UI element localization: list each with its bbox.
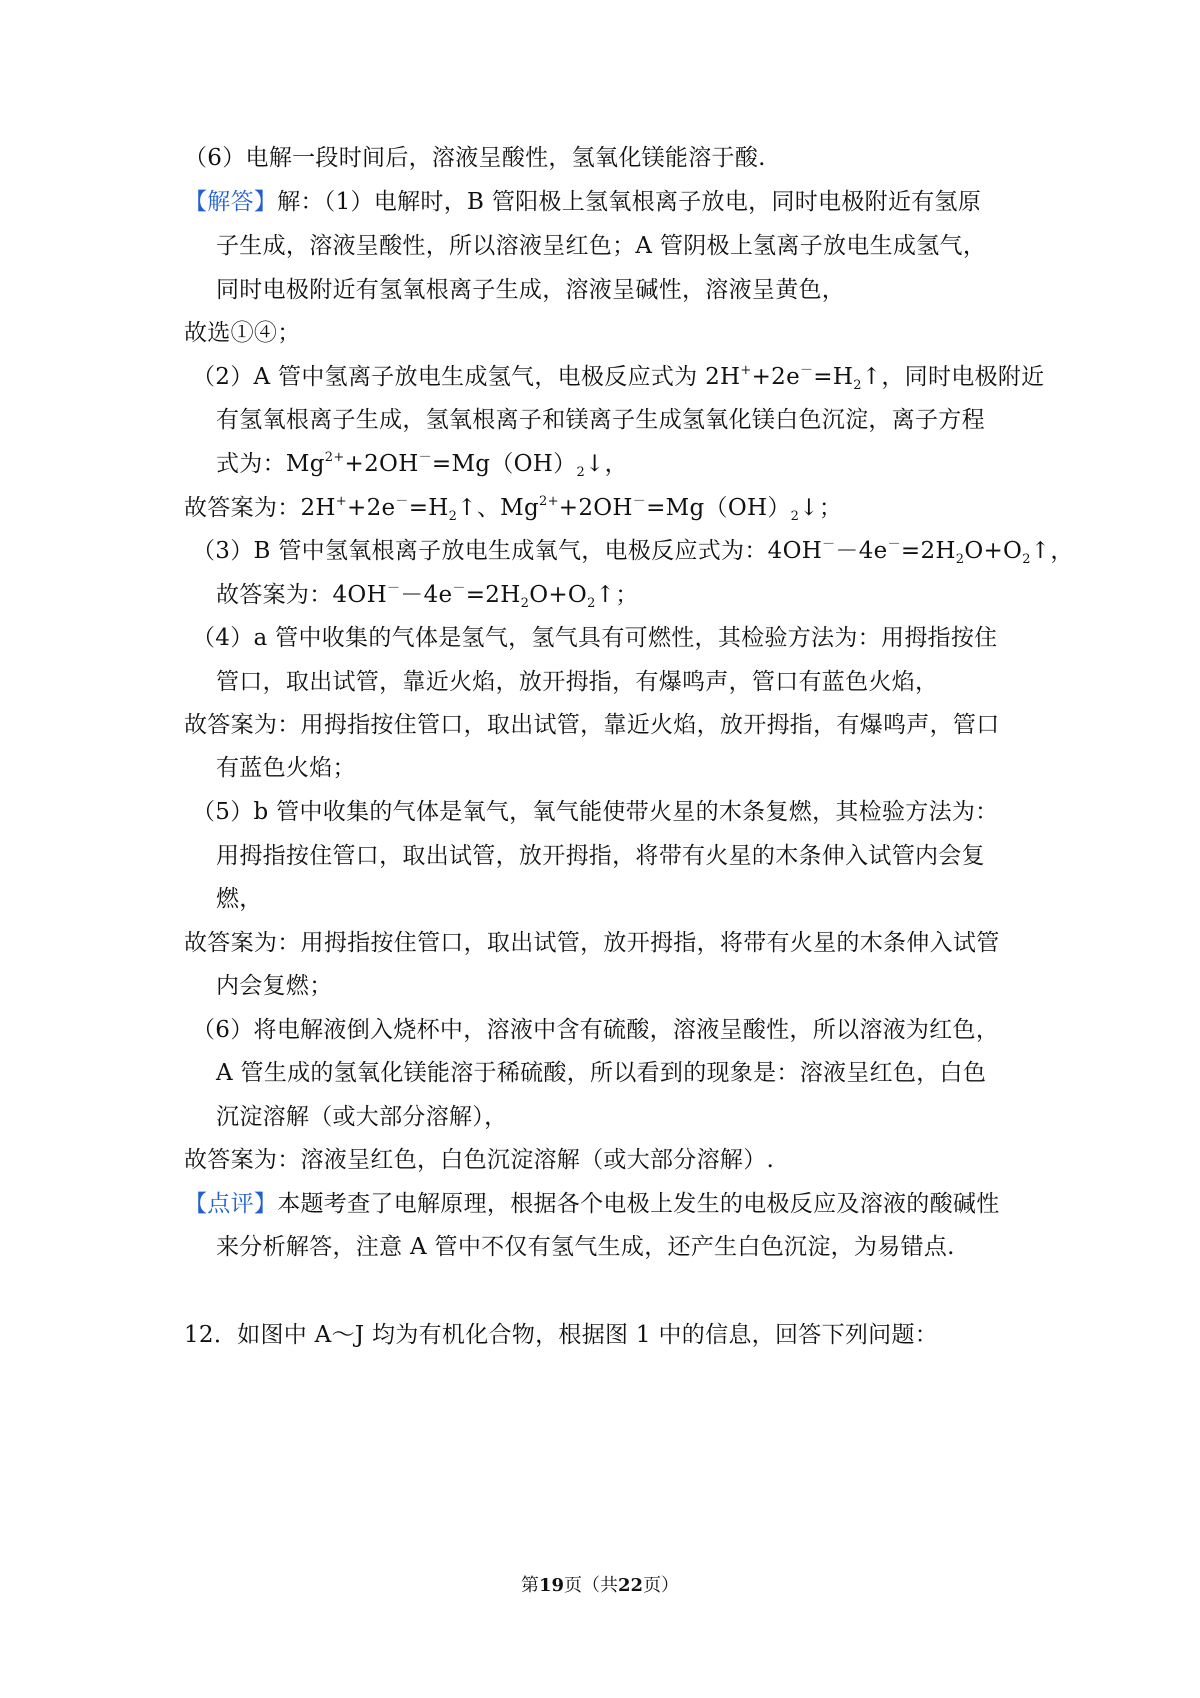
subscript: 2 [955, 552, 965, 567]
answer-line [184, 187, 981, 217]
text-line: （5）b 管中收集的气体是氧气，氧气能使带火星的木条复燃，其检验方法为： [192, 799, 999, 825]
text-line: 来分析解答，注意 A 管中不仅有氢气生成，还产生白色沉淀，为易错点. [216, 1234, 955, 1260]
text-line: （4）a 管中收集的气体是氢气，氢气具有可燃性，其检验方法为：用拇指按住 [192, 625, 998, 651]
text-span: 故答案为：2H [184, 495, 336, 521]
text-line: 有蓝色火焰； [216, 755, 356, 781]
superscript: － [386, 581, 401, 596]
text-span: +2e [751, 364, 800, 390]
text-span: =2H [900, 538, 956, 564]
subscript: 2 [790, 509, 800, 524]
text-span: ↑， [1030, 538, 1074, 564]
text-line: （6）电解一段时间后，溶液呈酸性，氢氧化镁能溶于酸. [184, 145, 766, 171]
equation-line [192, 362, 1044, 392]
subscript: 2 [576, 465, 586, 480]
footer-text: 页） [643, 1575, 680, 1596]
footer-text: 页（共 [564, 1575, 618, 1596]
text-span: +2OH [558, 495, 633, 521]
comment-tag: 【点评】 [184, 1191, 278, 1217]
text-span: +2e [347, 495, 396, 521]
text-span: =H [408, 495, 449, 521]
superscript: － [395, 494, 409, 509]
text-span: ↓， [585, 451, 628, 477]
text-line: 故答案为：用拇指按住管口，取出试管，靠近火焰，放开拇指，有爆鸣声，管口 [184, 712, 1000, 738]
text-span: ↑，同时电极附近 [861, 364, 1045, 390]
subscript: 2 [520, 596, 530, 611]
answer-tag: 【解答】 [184, 189, 278, 215]
page-number: 19 [538, 1575, 564, 1596]
superscript: － [799, 363, 814, 378]
comment-line [184, 1189, 1000, 1219]
text-line: 管口，取出试管，靠近火焰，放开拇指，有爆鸣声，管口有蓝色火焰， [216, 669, 939, 695]
text-line: 有氢氧根离子生成，氢氧根离子和镁离子生成氢氧化镁白色沉淀，离子方程 [216, 407, 985, 433]
text-span: 故答案为：4OH [216, 582, 387, 608]
text-span: ↑； [595, 582, 639, 608]
subscript: 2 [587, 596, 596, 611]
text-line: 故选①④； [184, 320, 301, 346]
subscript: 2 [1022, 552, 1031, 567]
text-line: 同时电极附近有氢氧根离子生成，溶液呈碱性，溶液呈黄色， [216, 277, 846, 303]
text-line: （6）将电解液倒入烧杯中，溶液中含有硫酸，溶液呈酸性，所以溶液为红色， [192, 1017, 1000, 1043]
superscript: － [452, 581, 466, 596]
text-span: －4e [835, 538, 888, 564]
page-footer [0, 1571, 1200, 1597]
page-total: 22 [618, 1575, 644, 1596]
superscript: － [822, 537, 836, 552]
text-span: =2H [465, 582, 521, 608]
text-line: 子生成，溶液呈酸性，所以溶液呈红色；A 管阴极上氢离子放电生成氢气， [216, 233, 987, 259]
equation-line [216, 449, 628, 479]
text-span: O+O [529, 582, 588, 608]
text-line: 沉淀溶解（或大部分溶解）， [216, 1104, 508, 1130]
text-line: A 管生成的氢氧化镁能溶于稀硫酸，所以看到的现象是：溶液呈红色，白色 [216, 1060, 987, 1086]
text-span: 解：（1）电解时，B 管阳极上氢氧根离子放电，同时电极附近有氢原 [277, 189, 982, 215]
text-span: 式为：Mg [216, 451, 325, 477]
text-span: （2）A 管中氢离子放电生成氢气，电极反应式为 2H [192, 364, 741, 390]
superscript: + [335, 494, 347, 509]
subscript: 2 [853, 378, 862, 393]
equation-line [216, 580, 639, 610]
question-line: 12．如图中 A～J 均为有机化合物，根据图 1 中的信息，回答下列问题： [184, 1322, 939, 1348]
text-span: （3）B 管中氢氧根离子放电生成氧气，电极反应式为：4OH [192, 538, 823, 564]
text-span: ↓； [799, 495, 843, 521]
superscript: － [418, 450, 432, 465]
text-span: －4e [400, 582, 453, 608]
text-span: =H [813, 364, 854, 390]
superscript: － [887, 537, 901, 552]
subscript: 2 [448, 509, 458, 524]
superscript: + [740, 363, 752, 378]
footer-text: 第 [520, 1575, 539, 1596]
text-span: 本题考查了电解原理，根据各个电极上发生的电极反应及溶液的酸碱性 [277, 1191, 1000, 1217]
superscript: 2+ [324, 450, 345, 465]
text-span: +2OH [344, 451, 419, 477]
superscript: － [632, 494, 647, 509]
text-line: 故答案为：溶液呈红色，白色沉淀溶解（或大部分溶解）. [184, 1147, 775, 1173]
text-span: O+O [964, 538, 1023, 564]
text-span: =Mg（OH） [646, 495, 791, 521]
text-line: 燃， [216, 886, 263, 912]
text-line: 内会复燃； [216, 973, 333, 999]
text-line: 用拇指按住管口，取出试管，放开拇指，将带有火星的木条伸入试管内会复 [216, 843, 985, 869]
text-span: ↑、Mg [457, 495, 539, 521]
superscript: 2+ [539, 494, 559, 509]
text-line: 故答案为：用拇指按住管口，取出试管，放开拇指，将带有火星的木条伸入试管 [184, 930, 1000, 956]
text-span: =Mg（OH） [431, 451, 577, 477]
equation-line [184, 493, 842, 523]
equation-line [192, 536, 1074, 566]
